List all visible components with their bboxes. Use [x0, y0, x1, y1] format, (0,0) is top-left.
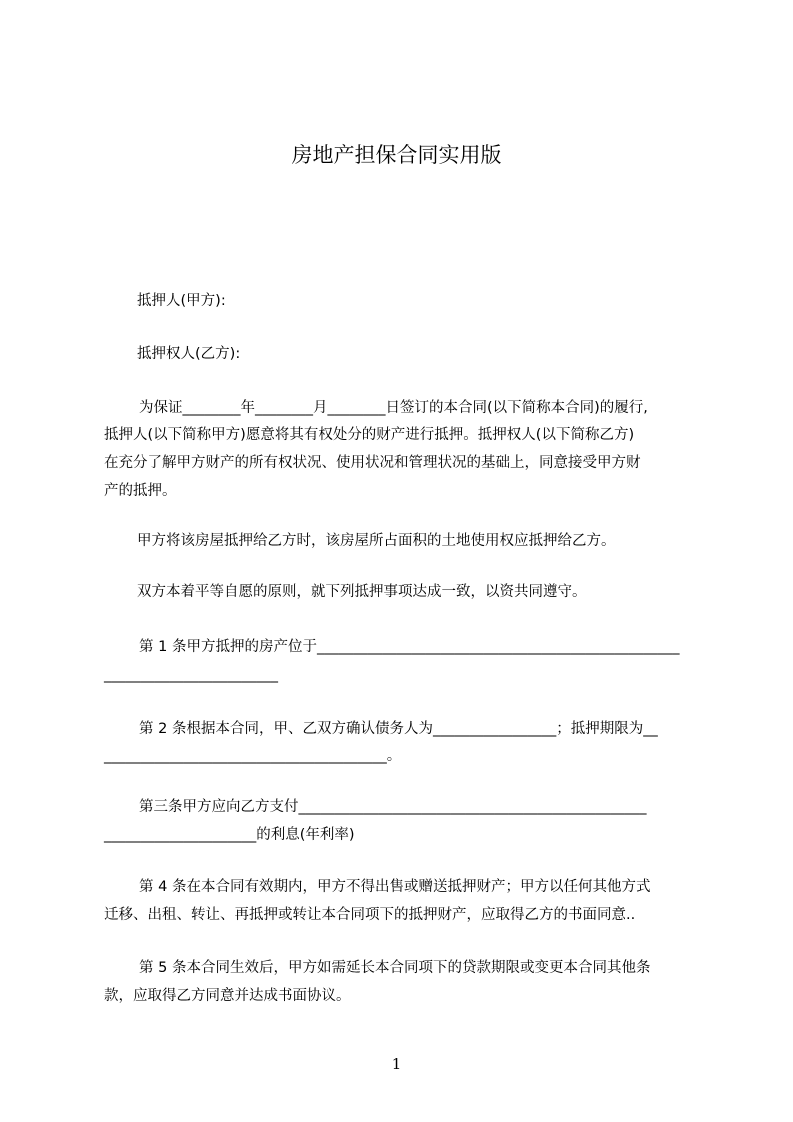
article-line: 第 4 条在本合同有效期内，甲方不得出售或赠送抵押财产；甲方以任何其他方式 — [139, 879, 651, 895]
article-line: 第 2 条根据本合同，甲、乙双方确认债务人为_________________；抵押期限为__ — [139, 721, 658, 737]
document-title: 房地产担保合同实用版 — [291, 143, 502, 167]
preamble-line: 抵押人(以下简称甲方)愿意将其有权处分的财产进行抵押。抵押权人(以下简称乙方) — [104, 427, 635, 443]
preamble-line: 在充分了解甲方财产的所有权状况、使用状况和管理状况的基础上，同意接受甲方财 — [104, 455, 641, 471]
land-use-clause: 甲方将该房屋抵押给乙方时，该房屋所占面积的土地使用权应抵押给乙方。 — [137, 533, 616, 549]
article-line: 第三条甲方应向乙方支付________________________________________________ — [139, 799, 647, 815]
article-line: 款，应取得乙方同意并达成书面协议。 — [104, 988, 351, 1004]
article-line: 第 1 条甲方抵押的房产位于__________________________________________________ — [139, 639, 680, 655]
article-line: 迁移、出租、转让、再抵押或转让本合同项下的抵押财产，应取得乙方的书面同意.. — [104, 907, 636, 923]
agreement-clause: 双方本着平等自愿的原则，就下列抵押事项达成一致，以资共同遵守。 — [137, 584, 587, 600]
mortgagee-label: 抵押权人(乙方): — [137, 346, 241, 362]
article-line: 第 5 条本合同生效后，甲方如需延长本合同项下的贷款期限或变更本合同其他条 — [139, 960, 651, 976]
article-line: _______________________________________。 — [104, 748, 402, 764]
page-number: 1 — [391, 1055, 402, 1073]
preamble-line: 产的抵押。 — [104, 483, 177, 499]
article-line: _____________________的利息(年利率) — [104, 827, 355, 843]
preamble-line: 为保证________年________月________日签订的本合同(以下简称本合同)的履行, — [139, 400, 648, 416]
mortgagor-label: 抵押人(甲方): — [137, 293, 226, 309]
article-line: ________________________ — [104, 667, 278, 683]
